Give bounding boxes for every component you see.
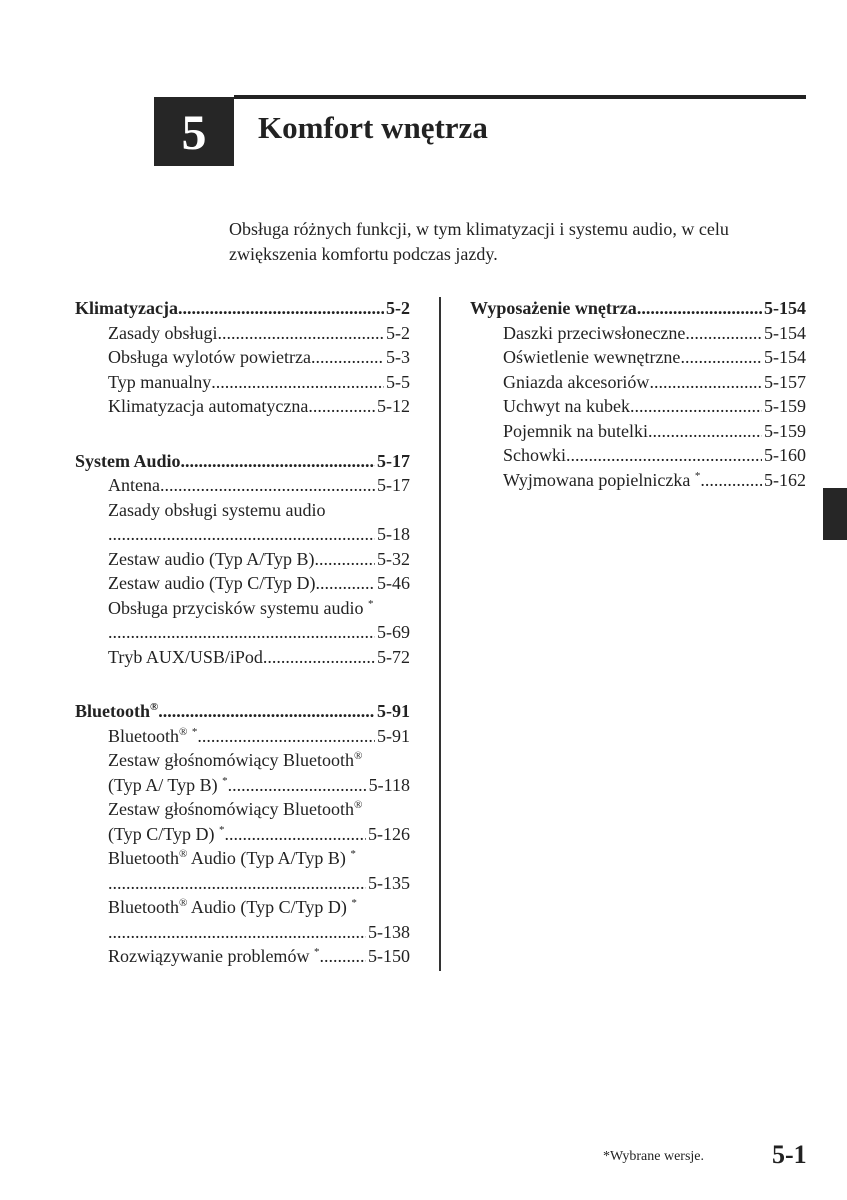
- toc-entry[interactable]: Daszki przeciwsłoneczne ..... 5-154: [470, 321, 806, 346]
- optional-marker: *: [367, 597, 374, 610]
- toc-entry[interactable]: Zasady obsługi systemu audio: [108, 499, 326, 520]
- registered-mark: ®: [150, 701, 159, 713]
- page-ref: 5-118: [368, 774, 410, 795]
- toc-entry[interactable]: Gniazda akcesoriów ..... 5-157: [470, 370, 806, 395]
- toc-section-heading[interactable]: System Audio ..... 5-17: [75, 449, 410, 474]
- toc-entry-continuation[interactable]: (Typ A/ Typ B) * ..... 5-118: [75, 773, 410, 798]
- registered-mark: ®: [179, 897, 188, 909]
- toc-entry[interactable]: Tryb AUX/USB/iPod ..... 5-72: [75, 645, 410, 670]
- registered-mark: ®: [179, 848, 188, 860]
- toc-entry[interactable]: Obsługa wylotów powietrza ..... 5-3: [75, 345, 410, 370]
- optional-marker: *: [222, 774, 228, 787]
- chapter-number-box: [154, 97, 234, 166]
- toc-entry[interactable]: Pojemnik na butelki ..... 5-159: [470, 419, 806, 444]
- toc-entry[interactable]: Antena ..... 5-17: [75, 473, 410, 498]
- toc-section-heading[interactable]: Wyposażenie wnętrza ..... 5-154: [470, 296, 806, 321]
- page-ref: 5-5: [386, 371, 410, 392]
- page-ref: 5-2: [386, 322, 410, 343]
- toc-entry[interactable]: Zestaw głośnomówiący Bluetooth®: [108, 750, 363, 770]
- optional-marker: *: [694, 469, 701, 482]
- registered-mark: ®: [179, 725, 188, 738]
- footnote: *Wybrane wersje.: [603, 1149, 705, 1164]
- chapter-title: Komfort wnętrza: [258, 110, 488, 145]
- page-ref: 5-154: [764, 298, 806, 318]
- toc-entry-continuation[interactable]: (Typ C/Typ D) * ..... 5-126: [75, 822, 410, 847]
- page-ref: 5-126: [368, 823, 410, 844]
- chapter-side-tab: [823, 488, 847, 540]
- optional-marker: *: [313, 946, 320, 958]
- page-ref: 5-91: [377, 701, 410, 721]
- toc-entry[interactable]: Bluetooth® Audio (Typ C/Typ D) *: [108, 897, 357, 917]
- page-ref: 5-159: [764, 396, 806, 416]
- page-ref: 5-17: [377, 475, 410, 495]
- optional-marker: *: [218, 823, 225, 836]
- page-ref: 5-162: [764, 469, 806, 490]
- toc-entry[interactable]: Obsługa przycisków systemu audio *: [108, 597, 374, 618]
- toc-entry[interactable]: Uchwyt na kubek ..... 5-159: [470, 394, 806, 419]
- page-ref: 5-157: [764, 371, 806, 392]
- header-rule: [234, 95, 806, 99]
- toc-entry[interactable]: Bluetooth® * ..... 5-91: [75, 724, 410, 749]
- toc-section-heading[interactable]: Bluetooth® ..... 5-91: [75, 699, 410, 724]
- page-ref: 5-69: [377, 622, 410, 642]
- page-ref: 5-150: [368, 946, 410, 966]
- page-ref: 5-138: [368, 921, 410, 942]
- toc-entry[interactable]: Bluetooth® Audio (Typ A/Typ B) *: [108, 848, 356, 868]
- toc-entry-continuation[interactable]: [75, 620, 410, 645]
- toc-entry[interactable]: Zestaw audio (Typ C/Typ D) ..... 5-46: [75, 571, 410, 596]
- page-ref: 5-154: [764, 347, 806, 367]
- toc-entry-continuation[interactable]: [75, 871, 410, 896]
- page-ref: 5-135: [368, 872, 410, 893]
- registered-mark: ®: [353, 750, 363, 762]
- column-divider: [439, 297, 441, 971]
- toc-entry[interactable]: Wyjmowana popielniczka * ..... 5-162: [470, 468, 806, 493]
- toc-entry[interactable]: Zestaw głośnomówiący Bluetooth®: [108, 799, 363, 819]
- toc-left-column: [75, 296, 410, 969]
- page-ref: 5-3: [386, 347, 410, 367]
- page-ref: 5-160: [764, 445, 806, 465]
- page-ref: 5-17: [377, 450, 410, 471]
- toc-entry[interactable]: Typ manualny ..... 5-5: [75, 370, 410, 395]
- registered-mark: ®: [353, 799, 363, 811]
- toc-entry[interactable]: Klimatyzacja automatyczna ..... 5-12: [75, 394, 410, 419]
- toc-entry[interactable]: Zasady obsługi ..... 5-2: [75, 321, 410, 346]
- optional-marker: *: [351, 897, 357, 909]
- page-ref: 5-159: [764, 420, 806, 441]
- page-ref: 5-46: [377, 573, 410, 593]
- toc-right-column: [470, 296, 806, 492]
- toc-entry-continuation[interactable]: [75, 522, 410, 547]
- intro-line: Obsługa różnych funkcji, w tym klimatyzacji i systemu audio, w celu: [229, 219, 729, 239]
- toc-section-heading[interactable]: Klimatyzacja ..... 5-2: [75, 296, 410, 321]
- page-ref: 5-154: [764, 322, 806, 343]
- toc-entry[interactable]: Oświetlenie wewnętrzne ..... 5-154: [470, 345, 806, 370]
- page-ref: 5-2: [386, 298, 410, 318]
- page-ref: 5-91: [377, 725, 410, 746]
- optional-marker: *: [350, 848, 356, 860]
- toc-entry[interactable]: Schowki ..... 5-160: [470, 443, 806, 468]
- toc-entry[interactable]: Rozwiązywanie problemów * ..... 5-150: [75, 944, 410, 969]
- page-ref: 5-72: [377, 646, 410, 667]
- page-ref: 5-32: [377, 548, 410, 569]
- page-number: 5-1: [772, 1140, 807, 1169]
- page-ref: 5-18: [377, 524, 410, 544]
- optional-marker: *: [191, 725, 198, 738]
- chapter-number: 5: [181, 103, 207, 160]
- toc-entry[interactable]: Zestaw audio (Typ A/Typ B) ..... 5-32: [75, 547, 410, 572]
- intro-paragraph: [229, 217, 809, 267]
- page-ref: 5-12: [377, 396, 410, 416]
- toc-entry-continuation[interactable]: [75, 920, 410, 945]
- intro-line: zwiększenia komfortu podczas jazdy.: [229, 244, 498, 264]
